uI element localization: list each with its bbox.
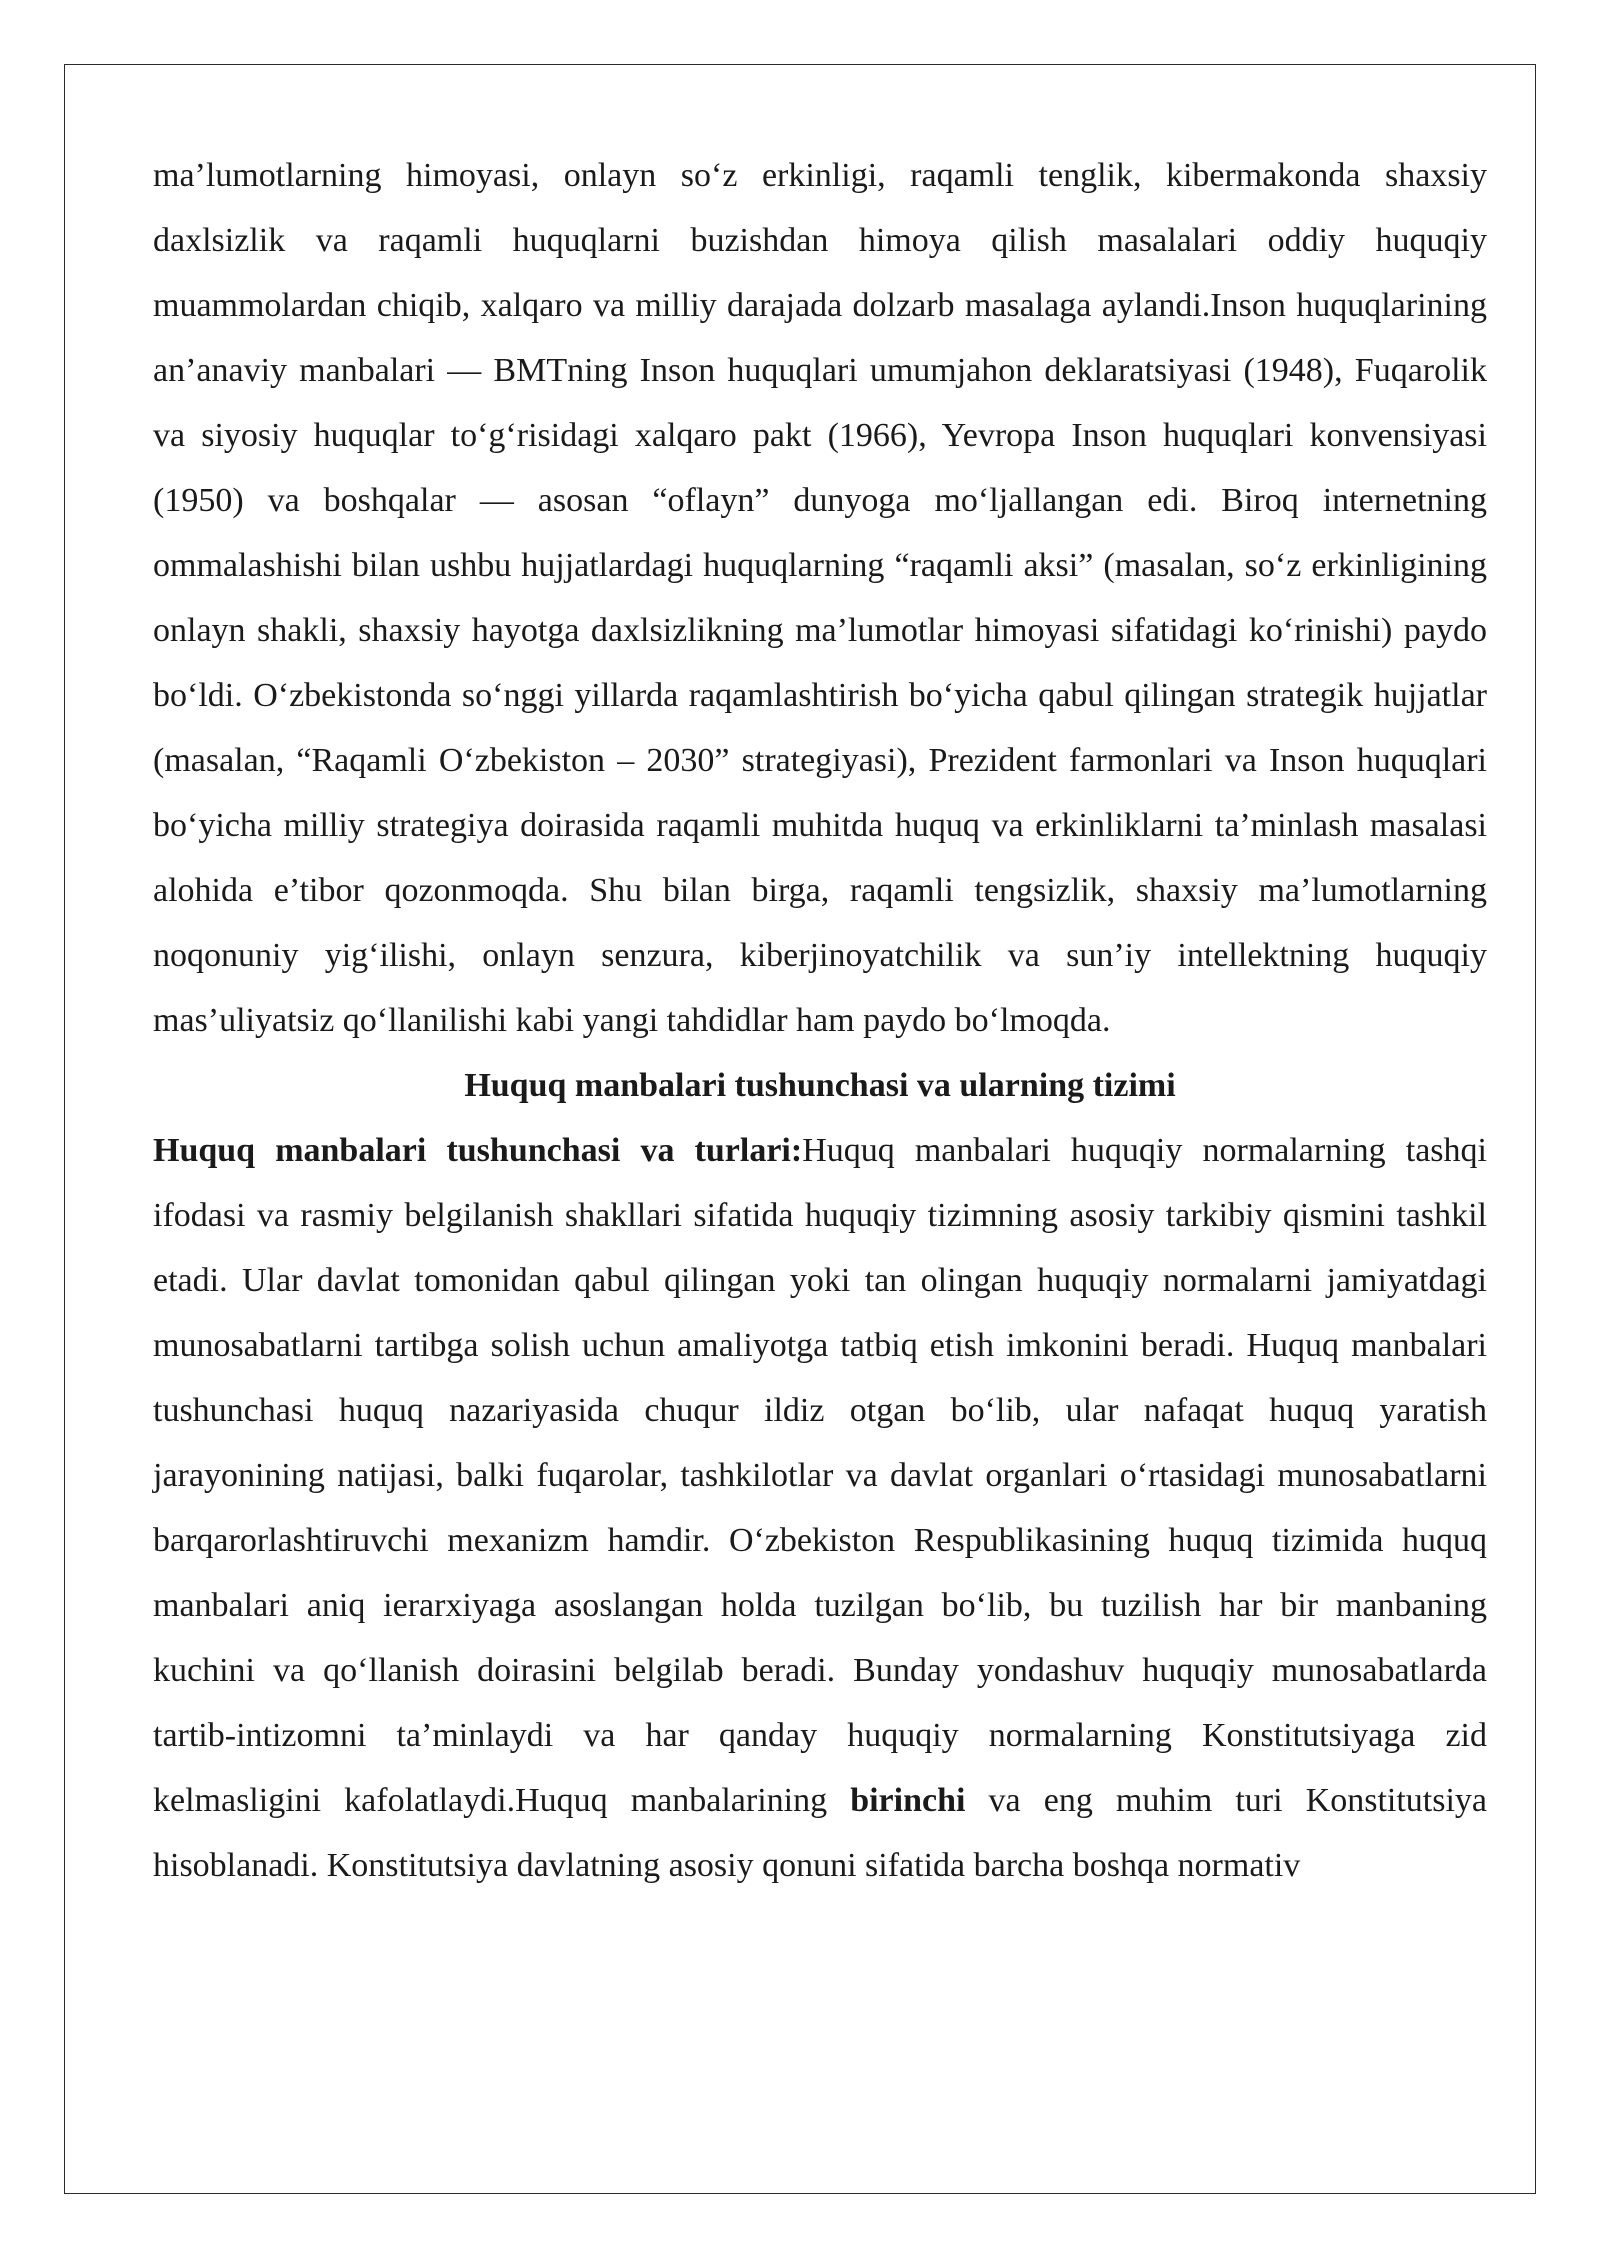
sources-paragraph [153, 1118, 1487, 1898]
paragraph-body-part-2: va eng muhim turi Konstitutsiya hisoblanadi. Konstitutsiya davlatning asosiy qonuni sifatida barcha boshqa normativ [153, 1782, 1488, 1884]
emphasized-word: birinchi [850, 1782, 966, 1819]
paragraph-body-part-1: Huquq manbalari huquqiy normalarning tashqi ifodasi va rasmiy belgilanish shakllari sifatida huquqiy tizimning asosiy tarkibiy qismini tashkil etadi. Ular davlat tomonidan qabul qilingan yoki tan olingan huquqiy normalarni jamiyatdagi munosabatlarni tartibga solish uchun amaliyotga tatbiq etish imkonini beradi. Huquq manbalari tushunchasi huquq nazariyasida chuqur ildiz otgan bo‘lib, ular nafaqat huquq yaratish jarayonining natijasi, balki fuqarolar, tashkilotlar va davlat organlari o‘rtasidagi munosabatlarni barqarorlashtiruvchi mexanizm hamdir. O‘zbekiston Respublikasining huquq tizimida huquq manbalari aniq ierarxiyaga asoslangan holda tuzilgan bo‘lib, bu tuzilish har bir manbaning kuchini va qo‘llanish doirasini belgilab beradi. Bunday yondashuv huquqiy munosabatlarda tartib-intizomni ta’minlaydi va har qanday huquqiy normalarning Konstitutsiyaga zid kelmasligini kafolatlaydi.Huquq manbalarining [153, 1132, 1487, 1819]
paragraph-lead: Huquq manbalari tushunchasi va turlari: [153, 1132, 803, 1169]
intro-paragraph: ma’lumotlarning himoyasi, onlayn so‘z erkinligi, raqamli tenglik, kibermakonda shaxsiy daxlsizlik va raqamli huquqlarni buzishdan himoya qilish masalalari oddiy huquqiy muammolardan chiqib, xalqaro va milliy darajada dolzarb masalaga aylandi.Inson huquqlarining an’anaviy manbalari — BMTning Inson huquqlari umumjahon deklaratsiyasi (1948), Fuqarolik va siyosiy huquqlar to‘g‘risidagi xalqaro pakt (1966), Yevropa Inson huquqlari konvensiyasi (1950) va boshqalar — asosan “oflayn” dunyoga mo‘ljallangan edi. Biroq internetning ommalashishi bilan ushbu hujjatlardagi huquqlarning “raqamli aksi” (masalan, so‘z erkinligining onlayn shakli, shaxsiy hayotga daxlsizlikning ma’lumotlar himoyasi sifatidagi ko‘rinishi) paydo bo‘ldi. O‘zbekistonda so‘nggi yillarda raqamlashtirish bo‘yicha qabul qilingan strategik hujjatlar (masalan, “Raqamli O‘zbekiston – 2030” strategiyasi), Prezident farmonlari va Inson huquqlari bo‘yicha milliy strategiya doirasida raqamli muhitda huquq va erkinliklarni ta’minlash masalasi alohida e’tibor qozonmoqda. Shu bilan birga, raqamli tengsizlik, shaxsiy ma’lumotlarning noqonuniy yig‘ilishi, onlayn senzura, kiberjinoyatchilik va sun’iy intellektning huquqiy mas’uliyatsiz qo‘llanilishi kabi yangi tahdidlar ham paydo bo‘lmoqda. [153, 157, 1487, 1039]
document-body [153, 143, 1487, 1898]
section-heading: Huquq manbalari tushunchasi va ularning tizimi [464, 1067, 1176, 1104]
